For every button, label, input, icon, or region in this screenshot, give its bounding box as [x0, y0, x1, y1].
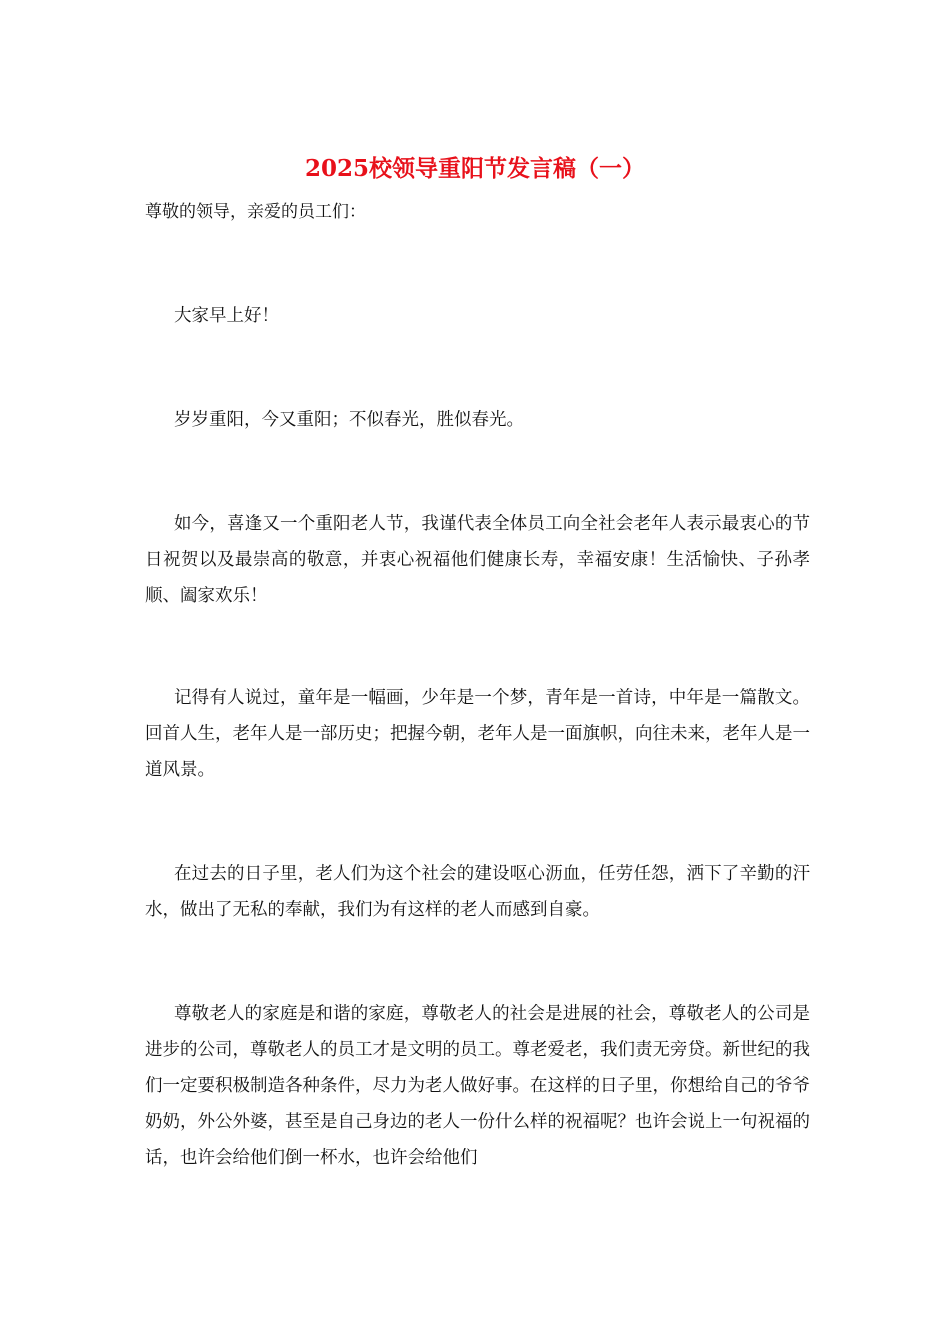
paragraph: 岁岁重阳，今又重阳；不似春光，胜似春光。	[174, 410, 524, 430]
paragraph: 在过去的日子里，老人们为这个社会的建设呕心沥血，任劳任怨，洒下了辛勤的汗水，做出了无私的奉献，我们为有这样的老人而感到自豪。	[145, 864, 810, 920]
greeting-line: 尊敬的领导，亲爱的员工们：	[145, 202, 366, 222]
document-title: 2025校领导重阳节发言稿（一）	[304, 155, 645, 182]
paragraph: 大家早上好！	[174, 306, 279, 326]
paragraph: 尊敬老人的家庭是和谐的家庭，尊敬老人的社会是进展的社会，尊敬老人的公司是进步的公司，尊敬老人的员工才是文明的员工。尊老爱老，我们责无旁贷。新世纪的我们一定要积极制造各种条件，尽力为老人做好事。在这样的日子里，你想给自己的爷爷奶奶，外公外婆，甚至是自己身边的老人一份什么样的祝福呢？也许会说上一句祝福的话，也许会给他们倒一杯水，也许会给他们	[145, 1004, 810, 1168]
paragraph: 记得有人说过，童年是一幅画，少年是一个梦，青年是一首诗，中年是一篇散文。回首人生，老年人是一部历史；把握今朝，老年人是一面旗帜，向往未来，老年人是一道风景。	[145, 688, 810, 780]
paragraph: 如今，喜逢又一个重阳老人节，我谨代表全体员工向全社会老年人表示最衷心的节日祝贺以及最崇高的敬意，并衷心祝福他们健康长寿，幸福安康！生活愉快、子孙孝顺、阖家欢乐！	[145, 514, 810, 606]
